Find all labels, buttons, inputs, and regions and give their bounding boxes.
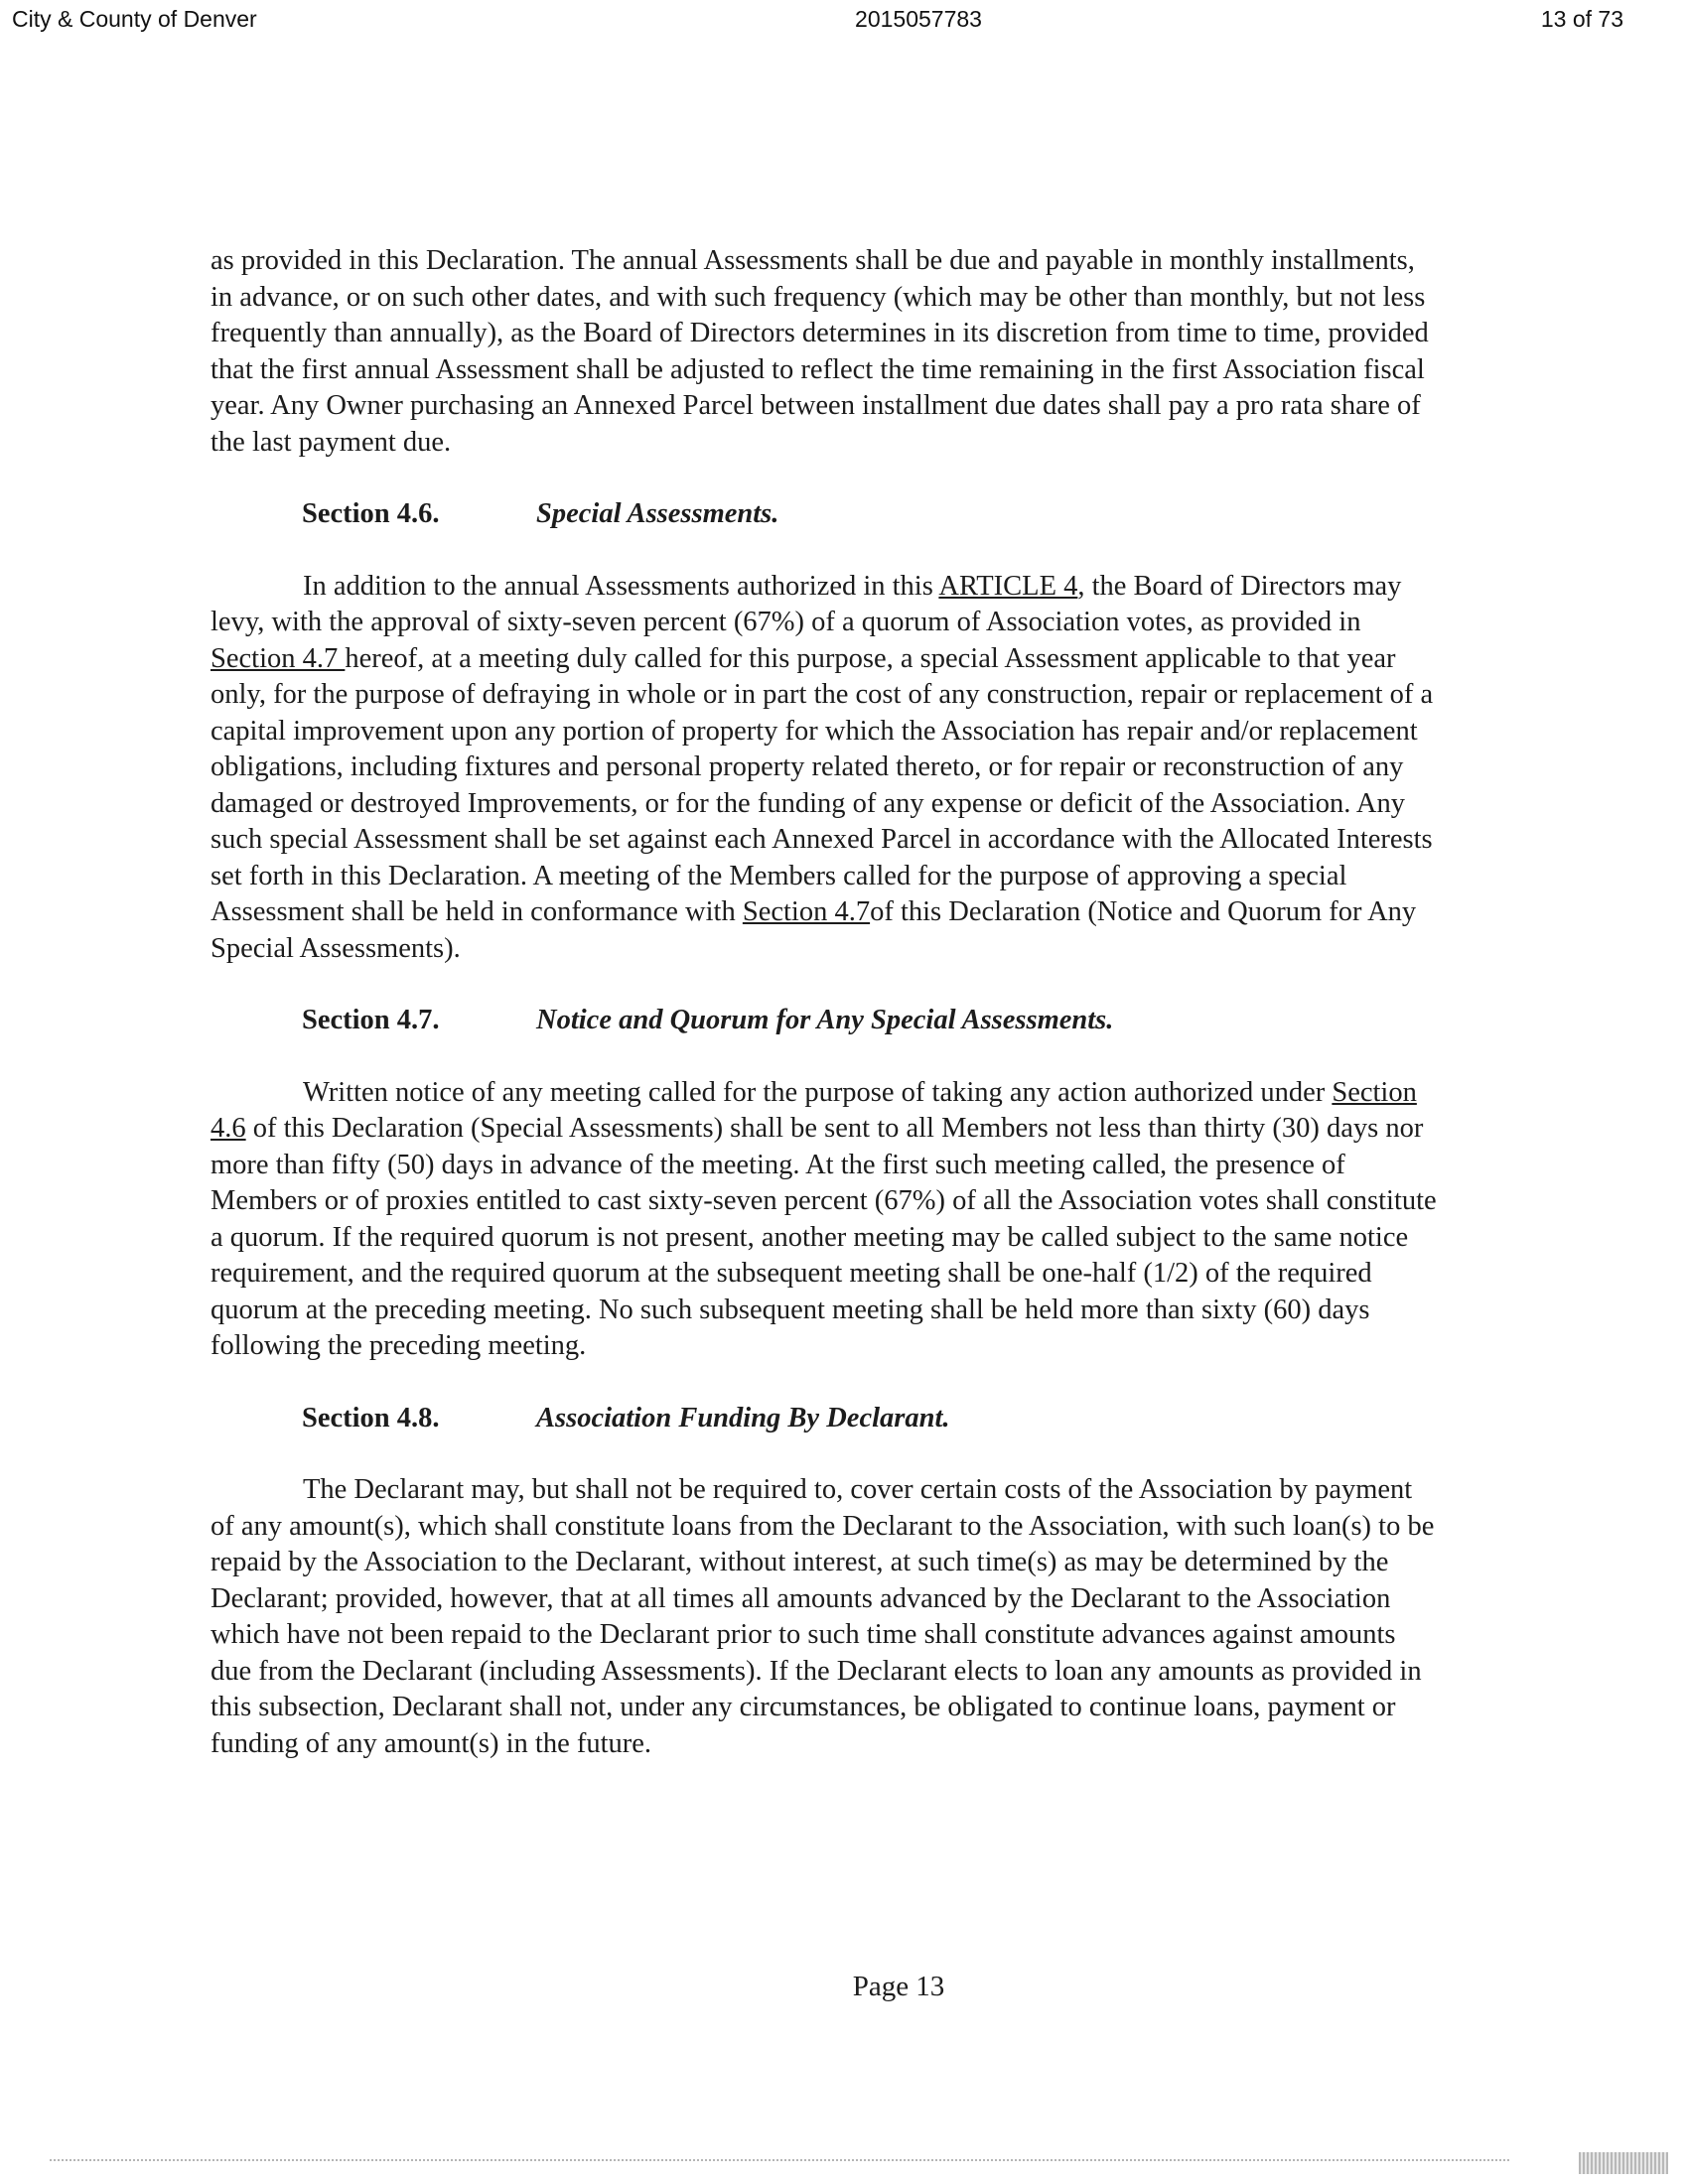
section-title: Association Funding By Declarant.: [536, 1402, 950, 1433]
section-4-7-reference: Section 4.7: [742, 896, 871, 927]
continued-paragraph: as provided in this Declaration. The annual Assessments shall be due and payable in monthly installments, in advance, or on such other dates, and with such frequency (which may be other than monthly, but not less frequently than annually), as the Board of Directors determines in its discretion from time to time, provided that the first annual Assessment shall be adjusted to reflect the time remaining in the first Association fiscal year. Any Owner purchasing an Annexed Parcel between installment due dates shall pay a pro rata share of the last payment due.: [211, 245, 1429, 458]
document-body: [211, 243, 1442, 1762]
section-4-8-paragraph: The Declarant may, but shall not be required to, cover certain costs of the Association by payment of any amount(s), which shall constitute loans from the Declarant to the Association, with such loan(s) to be repaid by the Association to the Declarant, without interest, at such time(s) as may be determined by the Declarant; provided, however, that at all times all amounts advanced by the Declarant to the Association which have not been repaid to the Declarant prior to such time shall constitute advances against amounts due from the Declarant (including Assessments). If the Declarant elects to loan any amounts as provided in this subsection, Declarant shall not, under any circumstances, be obligated to continue loans, payment or funding of any amount(s) in the future.: [211, 1474, 1435, 1759]
section-title: Special Assessments.: [536, 498, 779, 529]
page-number: Page 13: [852, 1971, 945, 2002]
scan-barcode-mark: [1579, 2152, 1668, 2174]
section-title: Notice and Quorum for Any Special Assessments.: [536, 1005, 1114, 1035]
page-footer: [0, 1971, 1688, 2003]
section-number: Section 4.8.: [302, 1402, 440, 1433]
header-county: City & County of Denver: [12, 6, 257, 32]
section-4-7-heading: [302, 1003, 1442, 1039]
section-4-7-reference: Section 4.7: [211, 642, 346, 674]
scan-artifact-line: [50, 2159, 1509, 2161]
section-4-6-paragraph: In addition to the annual Assessments authorized in this ARTICLE 4, the Board of Directors may levy, with the approval of sixty-seven percent (67%) of a quorum of Association votes, as provided in Section 4.7 hereof, at a meeting duly called for this purpose, a special Assessment applicable to that year only, for the purpose of defraying in whole or in part the cost of any construction, repair or replacement of a capital improvement upon any portion of property for which the Association has repair and/or replacement obligations, including fixtures and personal property related thereto, or for repair or reconstruction of any damaged or destroyed Improvements, or for the funding of any expense or deficit of the Association. Any such special Assessment shall be set against each Annexed Parcel in accordance with the Allocated Interests set forth in this Declaration. A meeting of the Members called for the purpose of approving a special Assessment shall be held in conformance with Section 4.7of this Declaration (Notice and Quorum for Any Special Assessments).: [211, 570, 1434, 964]
section-number: Section 4.7.: [302, 1005, 440, 1035]
section-4-6-heading: [302, 496, 1442, 533]
article-4-reference: ARTICLE 4: [938, 570, 1078, 602]
section-4-8-heading: [302, 1401, 1442, 1437]
section-number: Section 4.6.: [302, 498, 440, 529]
page-header: [0, 4, 1688, 36]
header-reception-number: 2015057783: [855, 6, 982, 32]
section-4-7-paragraph: Written notice of any meeting called for the purpose of taking any action authorized under Section 4.6 of this Declaration (Special Assessments) shall be sent to all Members not less than thirty (30) days nor more than fifty (50) days in advance of the meeting. At the first such meeting called, the presence of Members or of proxies entitled to cast sixty-seven percent (67%) of all the Association votes shall constitute a quorum. If the required quorum is not present, another meeting may be called subject to the same notice requirement, and the required quorum at the subsequent meeting shall be one-half (1/2) of the required quorum at the preceding meeting. No such subsequent meeting shall be held more than sixty (60) days following the preceding meeting.: [211, 1076, 1437, 1361]
header-page-count: 13 of 73: [1540, 6, 1623, 32]
section-4-6-reference: Section 4.6: [211, 1076, 1417, 1144]
